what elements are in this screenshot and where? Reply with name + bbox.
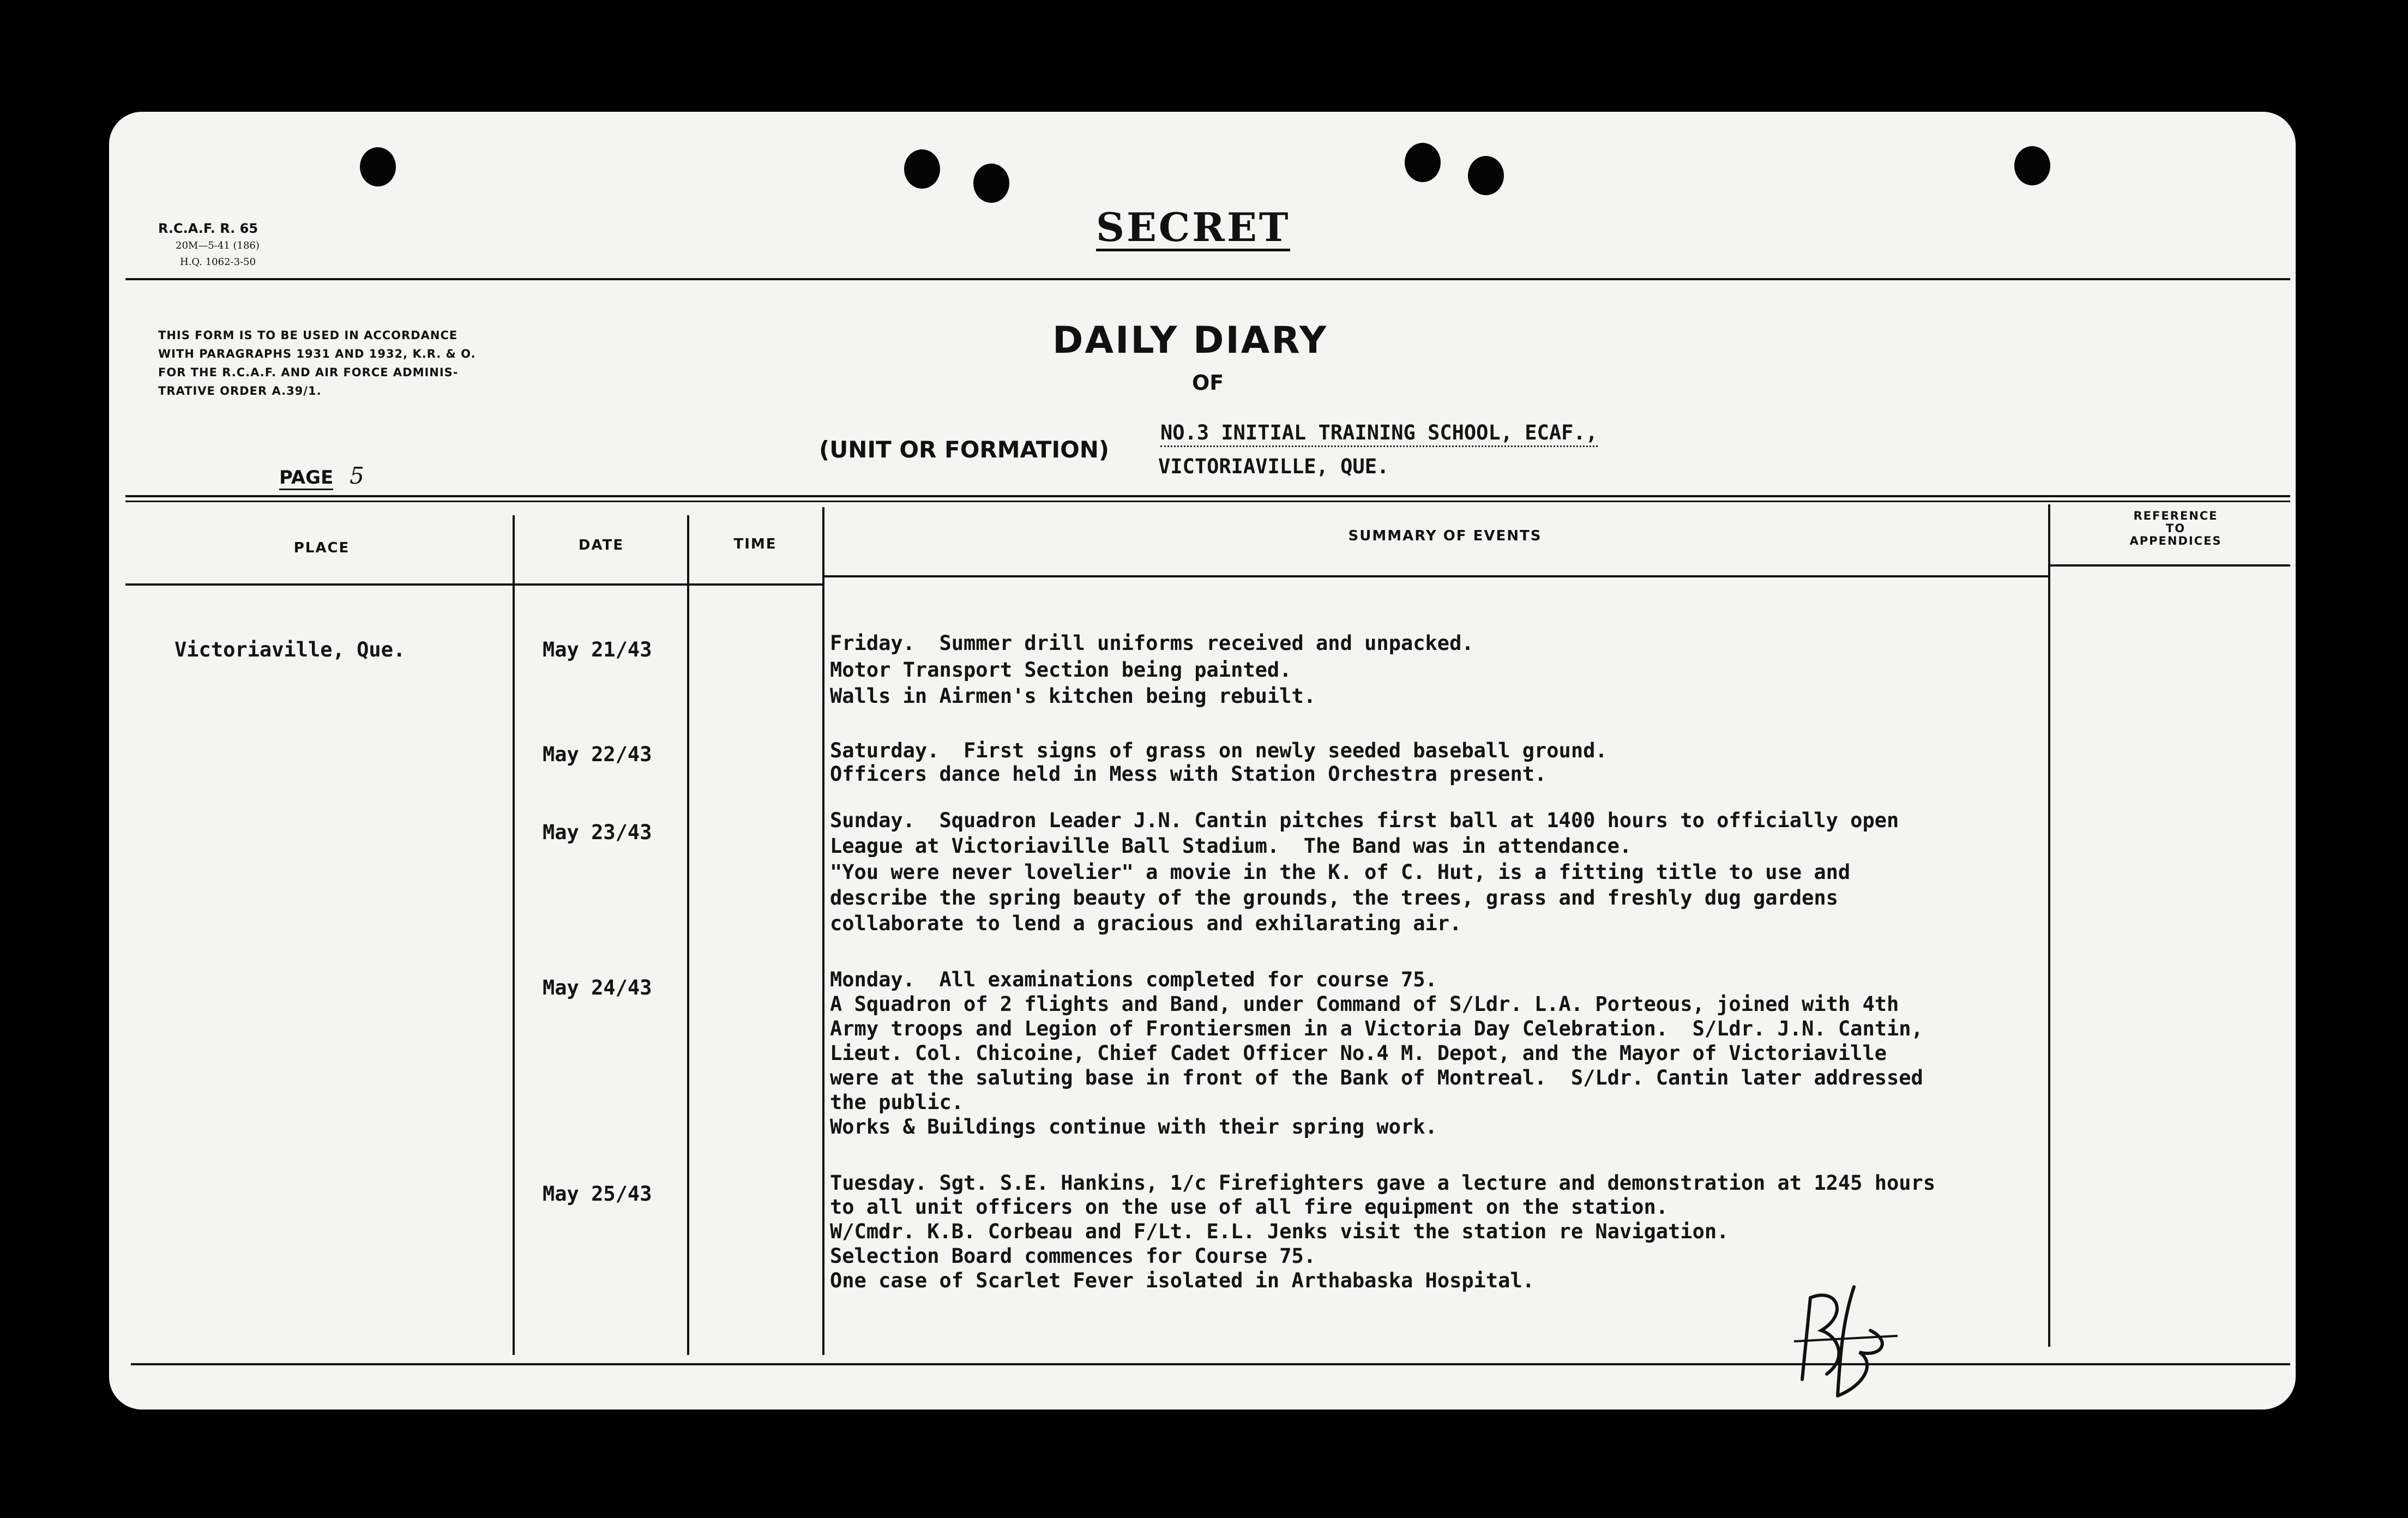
punch-hole xyxy=(973,164,1009,203)
usage-note-line: FOR THE R.C.A.F. AND AIR FORCE ADMINIS- xyxy=(158,366,459,379)
table-bottom-rule xyxy=(131,1363,2290,1365)
of-label: OF xyxy=(1192,371,1224,395)
usage-note-line: WITH PARAGRAPHS 1931 AND 1932, K.R. & O. xyxy=(158,347,476,360)
usage-note xyxy=(158,326,476,400)
diary-title: DAILY DIARY xyxy=(1052,319,1328,362)
usage-note-line: TRATIVE ORDER A.39/1. xyxy=(158,384,322,397)
summary-line: "You were never lovelier" a movie in the K. of C. Hut, is a fitting title to use and xyxy=(830,860,1851,884)
punch-hole xyxy=(1405,143,1441,182)
classification-stamp xyxy=(1096,206,1290,251)
unit-label: (UNIT OR FORMATION) xyxy=(819,436,1110,463)
summary-line: Lieut. Col. Chicoine, Chief Cadet Officer No.4 M. Depot, and the Mayor of Victoriaville xyxy=(830,1041,1887,1065)
punch-hole xyxy=(360,147,396,186)
form-hq-code: H.Q. 1062-3-50 xyxy=(180,256,256,268)
column-divider xyxy=(687,515,689,1355)
handwritten-initials xyxy=(1789,1276,1909,1407)
header-rule xyxy=(125,278,2290,280)
page-indicator xyxy=(279,462,364,489)
table-top-rule-2 xyxy=(125,501,2290,502)
reference-header-line: REFERENCE xyxy=(2133,509,2218,522)
column-header-date: DATE xyxy=(578,537,624,553)
page-number: 5 xyxy=(350,462,364,489)
usage-note-line: THIS FORM IS TO BE USED IN ACCORDANCE xyxy=(158,329,458,342)
form-print-code: 20M—5-41 (186) xyxy=(176,240,260,251)
form-number: R.C.A.F. R. 65 xyxy=(158,221,258,236)
summary-line: Friday. Summer drill uniforms received and unpacked. xyxy=(830,631,1474,655)
unit-name-line1: NO.3 INITIAL TRAINING SCHOOL, ECAF., xyxy=(1160,421,1598,447)
classification-text: SECRET xyxy=(1096,204,1291,250)
column-header-time: TIME xyxy=(733,536,777,552)
summary-line: the public. xyxy=(830,1091,964,1114)
summary-line: Tuesday. Sgt. S.E. Hankins, 1/c Firefighters gave a lecture and demonstration at 1245 hours xyxy=(830,1171,1936,1195)
summary-line: Officers dance held in Mess with Station Orchestra present. xyxy=(830,762,1547,786)
summary-line: A Squadron of 2 flights and Band, under Command of S/Ldr. L.A. Porteous, joined with 4th xyxy=(830,992,1899,1016)
column-head-rule xyxy=(125,583,823,586)
summary-line: Works & Buildings continue with their spring work. xyxy=(830,1115,1437,1138)
column-head-rule xyxy=(2050,564,2290,567)
summary-line: Army troops and Legion of Frontiersmen in a Victoria Day Celebration. S/Ldr. J.N. Cantin, xyxy=(830,1017,1923,1040)
entry-date: May 22/43 xyxy=(543,743,652,766)
reference-header-line: TO xyxy=(2165,522,2186,535)
column-header-place: PLACE xyxy=(293,540,350,556)
summary-line: Saturday. First signs of grass on newly seeded baseball ground. xyxy=(830,739,1608,762)
table-top-rule xyxy=(125,495,2290,497)
summary-line: Sunday. Squadron Leader J.N. Cantin pitches first ball at 1400 hours to officially open xyxy=(830,809,1899,832)
summary-line: to all unit officers on the use of all fire equipment on the station. xyxy=(830,1195,1669,1219)
column-divider xyxy=(822,507,824,1355)
column-head-rule xyxy=(823,575,2050,577)
entry-date: May 25/43 xyxy=(543,1182,652,1206)
summary-line: League at Victoriaville Ball Stadium. The Band was in attendance. xyxy=(830,834,1632,858)
summary-line: W/Cmdr. K.B. Corbeau and F/Lt. E.L. Jenks visit the station re Navigation. xyxy=(830,1220,1729,1243)
column-divider xyxy=(2048,504,2050,1347)
summary-line: were at the saluting base in front of the Bank of Montreal. S/Ldr. Cantin later addressed xyxy=(830,1066,1923,1089)
reference-header-line: APPENDICES xyxy=(2129,534,2222,547)
entry-date: May 21/43 xyxy=(543,638,652,661)
page-label: PAGE xyxy=(279,467,333,490)
place-cell: Victoriaville, Que. xyxy=(174,638,406,661)
summary-line: describe the spring beauty of the grounds, the trees, grass and freshly dug gardens xyxy=(830,886,1838,909)
column-divider xyxy=(513,515,515,1355)
punch-hole xyxy=(1468,156,1504,195)
punch-hole xyxy=(904,149,940,189)
summary-line: One case of Scarlet Fever isolated in Arthabaska Hospital. xyxy=(830,1269,1535,1292)
column-header-summary: SUMMARY OF EVENTS xyxy=(1348,528,1542,544)
summary-line: Walls in Airmen's kitchen being rebuilt. xyxy=(830,684,1316,708)
summary-line: Monday. All examinations completed for course 75. xyxy=(830,968,1437,991)
column-header-reference xyxy=(2067,510,2285,547)
summary-line: collaborate to lend a gracious and exhilarating air. xyxy=(830,912,1462,935)
summary-line: Selection Board commences for Course 75. xyxy=(830,1244,1316,1268)
punch-hole xyxy=(2014,146,2050,185)
unit-name-line2: VICTORIAVILLE, QUE. xyxy=(1158,455,1389,478)
summary-line: Motor Transport Section being painted. xyxy=(830,658,1292,682)
entry-date: May 23/43 xyxy=(543,821,652,844)
entry-date: May 24/43 xyxy=(543,976,652,999)
